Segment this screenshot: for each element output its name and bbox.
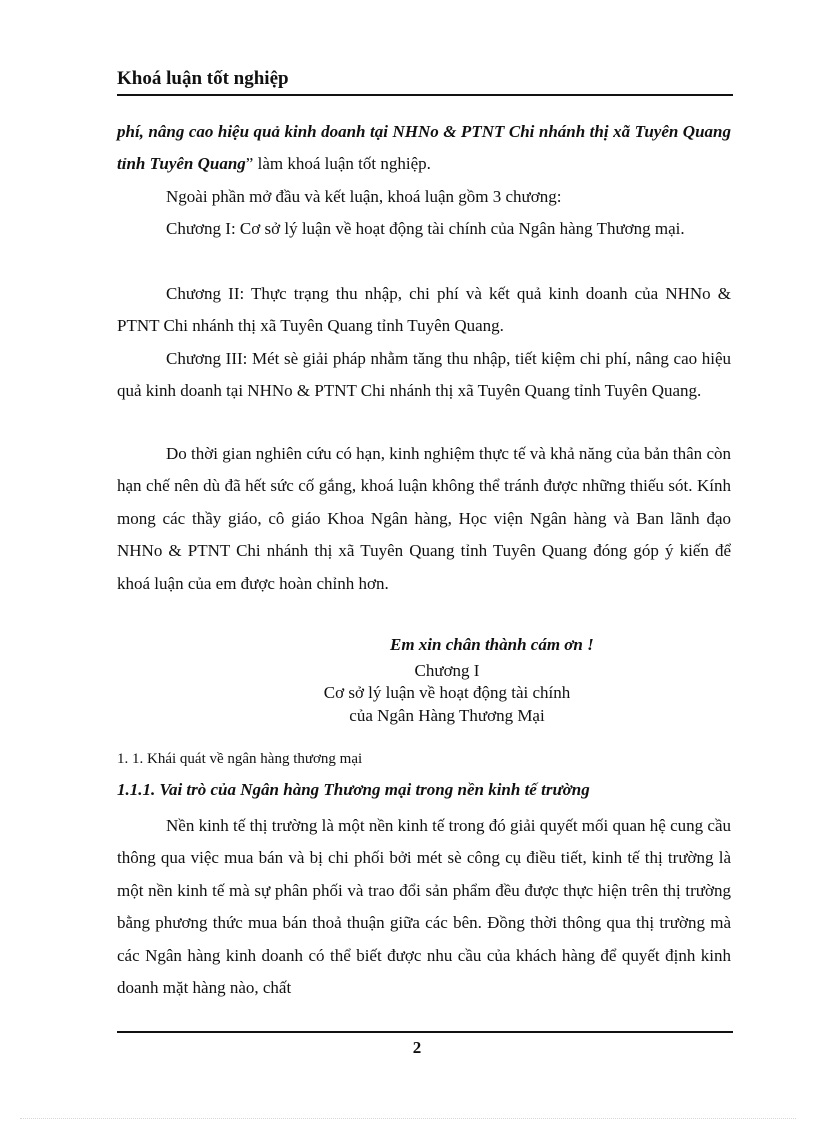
paragraph-outline: Ngoài phần mở đầu và kết luận, khoá luận gồm 3 chương: xyxy=(166,187,562,206)
subsection-heading: 1.1.1. Vai trò của Ngân hàng Thương mại trong nền kinh tế trường xyxy=(117,780,590,799)
chapter-title-line-2: của Ngân Hàng Thương Mại xyxy=(349,706,545,725)
paragraph-chapter-3: Chương III: Mét sè giải pháp nhằm tăng thu nhập, tiết kiệm chi phí, nâng cao hiệu quả kinh doanh tại NHNo & PTNT Chi nhánh thị xã Tuyên Quang tỉnh Tuyên Quang. xyxy=(117,349,731,401)
paragraph-acknowledgement: Do thời gian nghiên cứu có hạn, kinh nghiệm thực tế và khả năng của bản thân còn hạn chế nên dù đã hết sức cố gắng, khoá luận không thể tránh được những thiếu sót. Kính mong các thầy giáo, cô giáo Khoa Ngân hàng, Học viện Ngân hàng và Ban lãnh đạo NHNo & PTNT Chi nhánh thị xã Tuyên Quang tỉnh Tuyên Quang đóng góp ý kiến để khoá luận của em được hoàn chỉnh hơn. xyxy=(117,444,731,593)
chapter-title-line-1: Cơ sở lý luận về hoạt động tài chính xyxy=(323,683,571,702)
intro-bold-text: phí, nâng cao hiệu quả kinh doanh tại NHNo & PTNT Chi nhánh thị xã Tuyên Quang tỉnh Tuyên Quang xyxy=(117,122,731,174)
chapter-label: Chương I xyxy=(414,661,480,680)
section-heading: 1. 1. Khái quát về ngân hàng thương mại xyxy=(117,751,363,767)
thanks-line: Em xin chân thành cám ơn ! xyxy=(390,635,594,654)
paragraph-chapter-2: Chương II: Thực trạng thu nhập, chi phí và kết quả kinh doanh của NHNo & PTNT Chi nhánh thị xã Tuyên Quang tỉnh Tuyên Quang. xyxy=(117,284,731,336)
body-paragraph: Nền kinh tế thị trường là một nền kinh tế trong đó giải quyết mối quan hệ cung cầu thông qua việc mua bán và bị chi phối bởi mét sè công cụ điều tiết, kinh tế thị trường là một nền kinh tế mà sự phân phối và trao đổi sản phẩm đều được thực hiện trên thị trường bằng phương thức mua bán thoả thuận giữa các bên. Đồng thời thông qua thị trường mà các Ngân hàng kinh doanh có thể biết được nhu cầu của khách hàng để quyết định kinh doanh mặt hàng nào, chất xyxy=(117,816,731,998)
paragraph-chapter-1: Chương I: Cơ sở lý luận về hoạt động tài chính của Ngân hàng Thương mại. xyxy=(166,219,685,238)
intro-paragraph xyxy=(117,116,731,181)
intro-rest-text: ” làm khoá luận tốt nghiệp. xyxy=(245,154,431,174)
page-boundary xyxy=(20,1118,796,1119)
page-number: 2 xyxy=(412,1038,422,1057)
footer-divider xyxy=(117,1031,733,1033)
header-title: Khoá luận tốt nghiệp xyxy=(117,68,289,89)
page-header xyxy=(117,66,733,96)
